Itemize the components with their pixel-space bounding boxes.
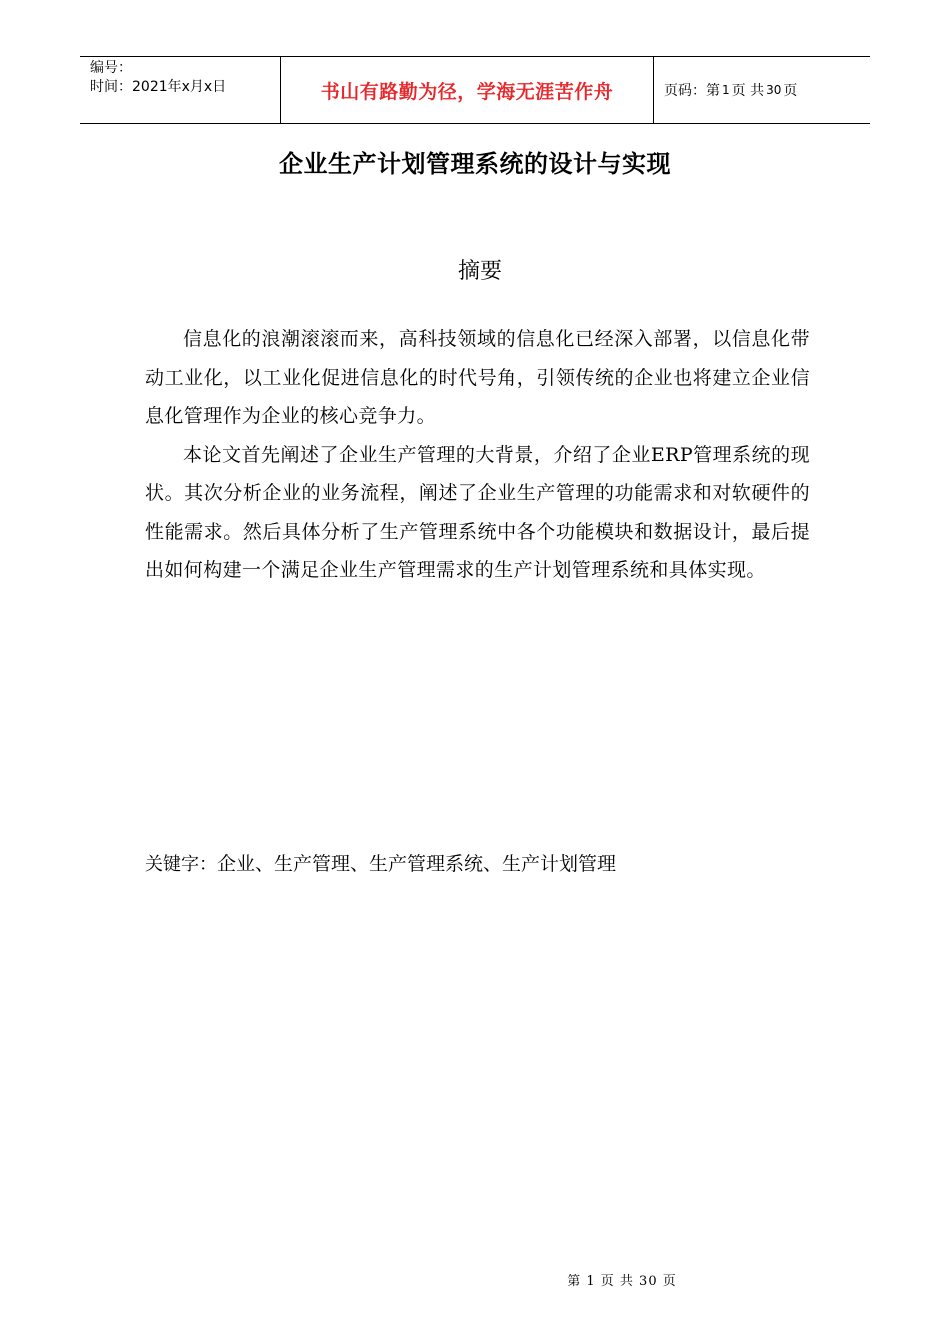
abstract-body [145,320,810,590]
abstract-paragraph: 本论文首先阐述了企业生产管理的大背景，介绍了企业ERP管理系统的现状。其次分析企业的业务流程，阐述了企业生产管理的功能需求和对软硬件的性能需求。然后具体分析了生产管理系统中各个功能模块和数据设计，最后提出如何构建一个满足企业生产管理需求的生产计划管理系统和具体实现。 [145,443,810,581]
page-footer: 第 1 页 共 30 页 [567,1274,677,1289]
keywords-value: 企业、生产管理、生产管理系统、生产计划管理 [217,853,617,875]
header-motto: 书山有路勤为径，学海无涯苦作舟 [281,57,654,123]
page-current-number: 1 [722,83,730,97]
page-header [80,56,870,124]
abstract-heading: 摘要 [457,259,502,284]
abstract-paragraph: 信息化的浪潮滚滚而来，高科技领域的信息化已经深入部署，以信息化带动工业化，以工业化促进信息化的时代号角，引领传统的企业也将建立企业信息化管理作为企业的核心竞争力。 [145,328,810,427]
header-page-info [654,57,870,123]
keywords-line [145,850,845,879]
keywords-label: 关键字： [145,854,217,875]
document-date-label: 时间：2021年x月x日 [90,79,227,95]
page-label-prefix: 页码：第 [664,83,720,99]
document-title: 企业生产计划管理系统的设计与实现 [279,150,671,178]
document-number-label: 编号： [90,60,132,76]
header-meta [80,57,281,123]
page-label-suffix: 页 [783,83,798,99]
page-label-middle: 页 共 [731,83,765,99]
page-total-number: 30 [766,83,782,97]
